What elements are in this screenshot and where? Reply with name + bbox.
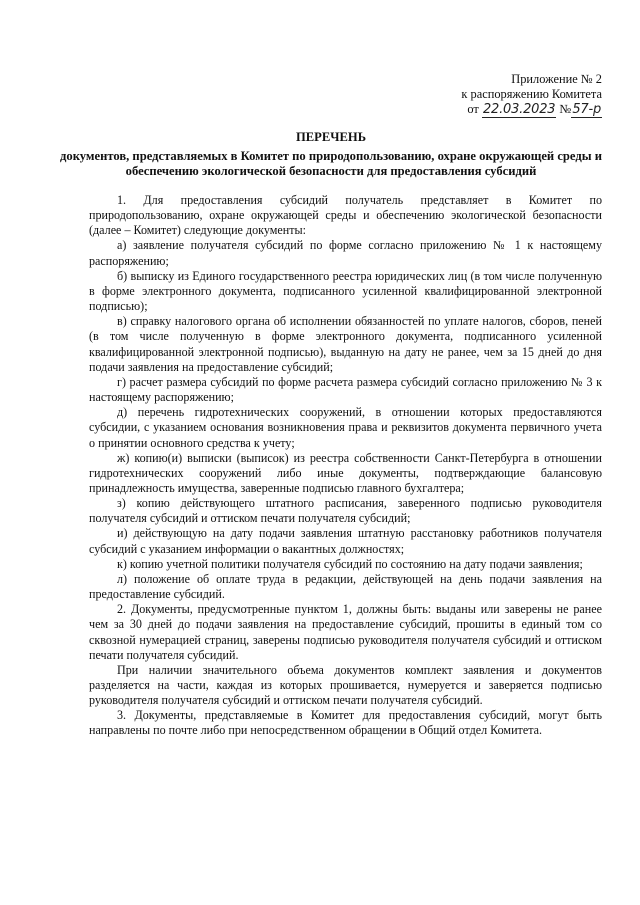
paragraph: 3. Документы, представляемые в Комитет для предоставления субсидий, могут быть направлены по почте либо при непосредственном обращении в Общий отдел Комитета. (89, 708, 602, 738)
paragraph: б) выписку из Единого государственного реестра юридических лиц (в том числе полученную в форме электронного документа, подписанного усиленной квалифицированной электронной подписью); (89, 268, 602, 314)
paragraph: д) перечень гидротехнических сооружений, в отношении которых предоставляются субсидии, с указанием основания возникновения права и реквизитов документа первичного учета о принятии основного средства к учету; (89, 405, 602, 450)
paragraph: ж) копию(и) выписки (выписок) из реестра собственности Санкт-Петербурга в отношении гидротехнических сооружений либо иные документы, подтверждающие балансовую принадлежность имущества, заверенные подписью главного бухгалтера; (89, 450, 602, 495)
paragraph: к) копию учетной политики получателя субсидий по состоянию на дату подачи заявления; (117, 556, 583, 571)
paragraph: 2. Документы, предусмотренные пунктом 1, должны быть: выданы или заверены не ранее чем за 30 дней до подачи заявления на предоставление субсидий, прошиты в единый том со сквозной нумерацией страниц, заверены подписью руководителя получателя субсидий и оттиском печати получателя субсидий. (89, 602, 602, 662)
document-body (89, 193, 602, 739)
document-title (60, 130, 602, 180)
paragraph: и) действующую на дату подачи заявления штатную расстановку работников получателя субсидий с указанием информации о вакантных должностях; (89, 526, 602, 556)
title-subtitle: документов, представляемых в Комитет по природопользованию, охране окружающей среды и обеспечению экологической безопасности для предоставления субсидий (60, 148, 602, 178)
paragraph: л) положение об оплате труда в редакции, действующей на день подачи заявления на предоставление субсидий. (89, 571, 602, 602)
title-heading: ПЕРЕЧЕНЬ (295, 130, 367, 144)
paragraph: з) копию действующего штатного расписания, заверенного подписью руководителя получателя субсидий и оттиском печати получателя субсидий; (89, 496, 602, 526)
handwritten-number: 57-р (572, 102, 601, 117)
handwritten-date: 22.03.2023 (482, 102, 556, 117)
paragraph: 1. Для предоставления субсидий получатель представляет в Комитет по природопользованию, охране окружающей среды и обеспечению экологической безопасности (далее – Комитет) следующие документы: (89, 193, 602, 238)
appendix-number: Приложение № 2 (511, 72, 602, 86)
paragraph: г) расчет размера субсидий по форме расчета размера субсидий согласно приложению № 3 к настоящему распоряжению; (89, 374, 602, 405)
paragraph: в) справку налогового органа об исполнении обязанностей по уплате налогов, сборов, пеней (в том числе полученную в форме электронного документа, подписанного усиленной квалифицированной электронной подписью), выданную на дату не ранее, чем за 15 дней до дня подачи заявления на предоставление субсидий; (89, 314, 602, 374)
number-label: № (559, 102, 572, 116)
appendix-reference: к распоряжению Комитета (461, 87, 602, 101)
paragraph: При наличии значительного объема документов комплект заявления и документов разделяется на части, каждая из которых прошивается, нумеруется и заверяется подписью руководителя получателя субсидий и оттиском печати получателя субсидий. (89, 662, 602, 708)
order-date-number (461, 102, 602, 117)
paragraph: а) заявление получателя субсидий по форме согласно приложению № 1 к настоящему распоряжению; (89, 238, 602, 268)
from-label: от (467, 102, 479, 116)
appendix-header (461, 72, 602, 117)
